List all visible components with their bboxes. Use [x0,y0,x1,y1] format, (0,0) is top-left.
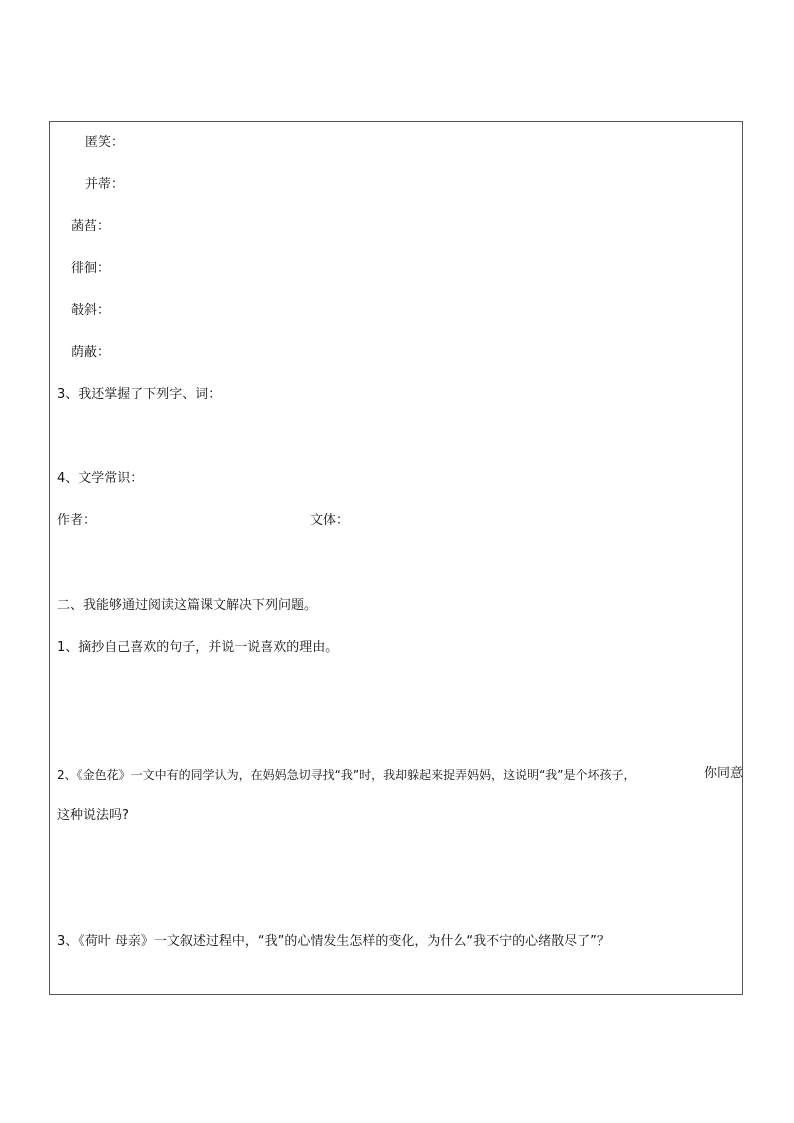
vocab-item-2: 并蒂： [85,177,125,192]
vocab-item-4: 徘徊： [71,261,111,276]
question-3-words: 3、我还掌握了下列字、词： [57,387,222,402]
vocab-item-6: 荫蔽： [71,345,111,360]
section-2-question-2: 2、《金色花》一文中有的同学认为，在妈妈急切寻找“我”时，我却躲起来捉弄妈妈，这说明“我”是个坏孩子， [57,768,636,782]
section-2-question-3: 3、《荷叶 母亲》一文叙述过程中，“我”的心情发生怎样的变化，为什么“我不宁的心绪散尽了”？ [57,934,610,949]
vocab-item-1: 匿笑： [85,135,125,150]
genre-label: 文体： [310,513,350,528]
question-4-literature: 4、文学常识： [57,471,144,486]
section-2-question-2-tail: 你同意 [704,766,744,781]
worksheet-frame [49,121,743,995]
section-2-heading: 二、我能够通过阅读这篇课文解决下列问题。 [57,598,318,613]
section-2-question-2-cont: 这种说法吗? [57,808,129,823]
vocab-item-5: 攲斜： [71,303,111,318]
vocab-item-3: 菡萏： [71,219,111,234]
section-2-question-1: 1、摘抄自己喜欢的句子，并说一说喜欢的理由。 [57,640,339,655]
author-label: 作者： [57,513,97,528]
